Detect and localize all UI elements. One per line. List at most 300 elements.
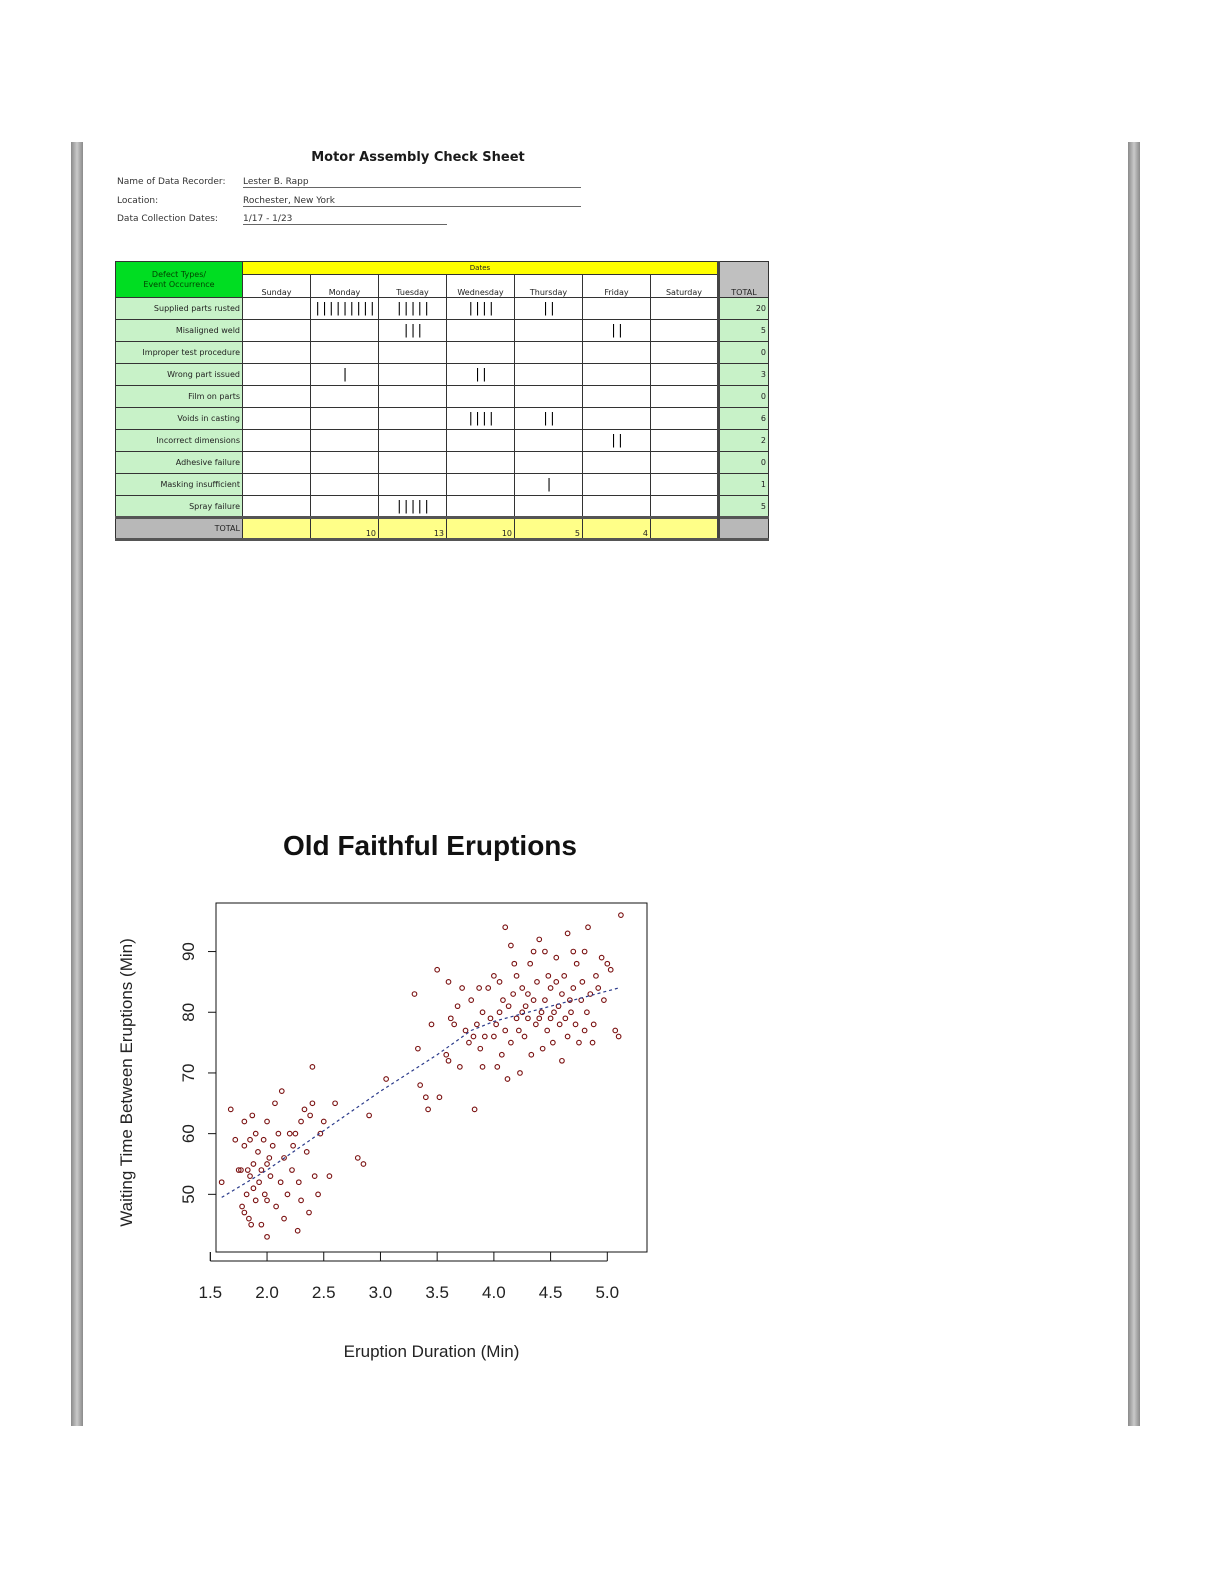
data-point: [248, 1174, 253, 1179]
tally-cell: [583, 408, 651, 430]
day-header: Thursday: [515, 275, 583, 298]
tally-cell: [243, 452, 311, 474]
tally-cell: [583, 298, 651, 320]
defect-name: Misaligned weld: [116, 320, 243, 342]
row-total: 0: [719, 342, 769, 364]
data-point: [287, 1131, 292, 1136]
data-point: [546, 974, 551, 979]
x-tick-label: 2.5: [311, 1283, 336, 1302]
data-point: [242, 1210, 247, 1215]
tally-cell: [515, 364, 583, 386]
tally-cell: [311, 474, 379, 496]
data-point: [455, 1004, 460, 1009]
tally-cell: [447, 452, 515, 474]
day-total: 10: [311, 518, 379, 540]
data-point: [244, 1192, 249, 1197]
data-point: [520, 986, 525, 991]
data-point: [574, 961, 579, 966]
tally-cell: [447, 474, 515, 496]
data-point: [249, 1222, 254, 1227]
tally-cell: [379, 430, 447, 452]
data-point: [590, 1040, 595, 1045]
tally-cell: [515, 452, 583, 474]
data-point: [535, 980, 540, 985]
tally-cell: |: [311, 364, 379, 386]
data-point: [492, 974, 497, 979]
data-point: [228, 1107, 233, 1112]
tally-cell: [447, 496, 515, 518]
data-point: [240, 1204, 245, 1209]
data-point: [599, 955, 604, 960]
day-total: [243, 518, 311, 540]
tally-cell: ||: [583, 320, 651, 342]
chart-title: Old Faithful Eruptions: [283, 830, 577, 861]
data-point: [505, 1077, 510, 1082]
data-point: [282, 1216, 287, 1221]
data-point: [250, 1113, 255, 1118]
tally-cell: [311, 386, 379, 408]
tally-cell: [379, 408, 447, 430]
data-point: [619, 913, 624, 918]
dates-header: Dates: [243, 262, 719, 275]
data-point: [265, 1162, 270, 1167]
day-total: 13: [379, 518, 447, 540]
data-point: [488, 1016, 493, 1021]
y-tick-label: 90: [179, 942, 198, 962]
data-point: [259, 1168, 264, 1173]
tally-cell: [651, 364, 719, 386]
data-point: [518, 1071, 523, 1076]
data-point: [503, 1028, 508, 1033]
data-point: [367, 1113, 372, 1118]
data-point: [257, 1180, 262, 1185]
defect-row: [116, 496, 769, 518]
data-point: [276, 1131, 281, 1136]
day-header: Friday: [583, 275, 651, 298]
x-tick-label: 2.0: [255, 1283, 279, 1302]
data-point: [463, 1028, 468, 1033]
tally-cell: [583, 342, 651, 364]
tally-cell: [243, 408, 311, 430]
data-point: [511, 992, 516, 997]
tally-cell: [651, 298, 719, 320]
data-point: [543, 998, 548, 1003]
data-point: [594, 974, 599, 979]
data-point: [608, 967, 613, 972]
data-point: [580, 980, 585, 985]
data-point: [299, 1119, 304, 1124]
plot-frame: [216, 903, 647, 1252]
data-point: [495, 1065, 500, 1070]
tally-cell: [311, 452, 379, 474]
recorder-label: Name of Data Recorder:: [117, 177, 226, 187]
recorder-value: Lester B. Rapp: [243, 177, 581, 188]
day-header: Wednesday: [447, 275, 515, 298]
x-tick-label: 4.0: [482, 1283, 506, 1302]
data-point: [310, 1101, 315, 1106]
data-point: [582, 949, 587, 954]
tally-cell: |||||||||: [311, 298, 379, 320]
data-point: [586, 925, 591, 930]
data-point: [506, 1004, 511, 1009]
y-axis-label: Waiting Time Between Eruptions (Min): [117, 938, 136, 1227]
tally-cell: [651, 430, 719, 452]
data-point: [492, 1034, 497, 1039]
tally-cell: [515, 496, 583, 518]
row-total: 5: [719, 320, 769, 342]
data-point: [265, 1235, 270, 1240]
tally-cell: [651, 474, 719, 496]
tally-cell: [243, 386, 311, 408]
row-total: 6: [719, 408, 769, 430]
defect-row: [116, 452, 769, 474]
data-point: [416, 1046, 421, 1051]
data-point: [291, 1143, 296, 1148]
row-total: 5: [719, 496, 769, 518]
data-point: [253, 1131, 258, 1136]
defect-name: Voids in casting: [116, 408, 243, 430]
tally-cell: ||: [583, 430, 651, 452]
data-point: [483, 1034, 488, 1039]
data-point: [582, 1028, 587, 1033]
data-point: [475, 1022, 480, 1027]
defect-row: [116, 320, 769, 342]
data-point: [568, 998, 573, 1003]
data-point: [560, 1059, 565, 1064]
data-point: [616, 1034, 621, 1039]
data-point: [259, 1222, 264, 1227]
tally-cell: [379, 386, 447, 408]
data-point: [551, 1040, 556, 1045]
day-total: [651, 518, 719, 540]
data-point: [251, 1186, 256, 1191]
tally-cell: [515, 386, 583, 408]
tally-cell: |||||: [379, 298, 447, 320]
defect-name: Spray failure: [116, 496, 243, 518]
dates-value: 1/17 - 1/23: [243, 214, 447, 225]
data-point: [552, 1010, 557, 1015]
x-axis-label: Eruption Duration (Min): [343, 1342, 520, 1361]
tally-cell: [583, 474, 651, 496]
data-point: [548, 986, 553, 991]
data-point: [486, 986, 491, 991]
data-point: [517, 1028, 522, 1033]
data-point: [494, 1022, 499, 1027]
data-point: [523, 1004, 528, 1009]
day-header: Monday: [311, 275, 379, 298]
data-point: [528, 961, 533, 966]
data-point: [571, 949, 576, 954]
defect-name: Improper test procedure: [116, 342, 243, 364]
data-point: [426, 1107, 431, 1112]
data-point: [242, 1119, 247, 1124]
x-tick-label: 1.5: [198, 1283, 223, 1302]
data-point: [545, 1028, 550, 1033]
data-point: [543, 949, 548, 954]
data-point: [251, 1162, 256, 1167]
data-point: [307, 1210, 312, 1215]
defect-type-header: [116, 262, 243, 298]
data-point: [429, 1022, 434, 1027]
data-point: [469, 998, 474, 1003]
day-header: Saturday: [651, 275, 719, 298]
data-point: [602, 998, 607, 1003]
data-point: [565, 1034, 570, 1039]
data-point: [253, 1198, 258, 1203]
data-point: [480, 1065, 485, 1070]
row-total: 3: [719, 364, 769, 386]
data-point: [302, 1107, 307, 1112]
tally-cell: [243, 430, 311, 452]
data-point: [265, 1119, 270, 1124]
data-point: [293, 1131, 298, 1136]
data-point: [585, 1010, 590, 1015]
tally-cell: [311, 408, 379, 430]
defect-row: [116, 430, 769, 452]
data-point: [500, 1052, 505, 1057]
data-point: [460, 986, 465, 991]
y-tick-label: 80: [179, 1002, 198, 1022]
data-point: [480, 1010, 485, 1015]
data-point: [245, 1168, 250, 1173]
x-tick-label: 5.0: [595, 1283, 620, 1302]
data-point: [296, 1180, 301, 1185]
day-total: 10: [447, 518, 515, 540]
tally-cell: [447, 342, 515, 364]
data-point: [247, 1216, 252, 1221]
tally-cell: |||||: [379, 496, 447, 518]
tally-cell: [379, 452, 447, 474]
data-point: [321, 1119, 326, 1124]
data-point: [310, 1065, 315, 1070]
row-total: 0: [719, 452, 769, 474]
data-point: [412, 992, 417, 997]
tally-cell: [447, 320, 515, 342]
data-point: [591, 1022, 596, 1027]
data-point: [268, 1174, 273, 1179]
data-point: [514, 974, 519, 979]
tally-cell: [243, 320, 311, 342]
row-total: 2: [719, 430, 769, 452]
tally-cell: ||||: [447, 408, 515, 430]
check-sheet-title: Motor Assembly Check Sheet: [311, 150, 525, 165]
page-border-right: [1128, 142, 1140, 1426]
dates-label: Data Collection Dates:: [117, 214, 218, 224]
location-value: Rochester, New York: [243, 196, 581, 207]
data-point: [531, 949, 536, 954]
data-point: [526, 1016, 531, 1021]
data-point: [312, 1174, 317, 1179]
data-point: [384, 1077, 389, 1082]
data-point: [563, 1016, 568, 1021]
data-point: [509, 943, 514, 948]
data-point: [262, 1192, 267, 1197]
totals-corner: [719, 518, 769, 540]
data-point: [299, 1198, 304, 1203]
data-point: [560, 992, 565, 997]
data-point: [472, 1107, 477, 1112]
data-point: [361, 1162, 366, 1167]
data-point: [471, 1034, 476, 1039]
data-point: [444, 1052, 449, 1057]
tally-cell: [447, 386, 515, 408]
tally-cell: |: [515, 474, 583, 496]
tally-cell: ||||: [447, 298, 515, 320]
data-point: [529, 1052, 534, 1057]
location-label: Location:: [117, 196, 159, 206]
row-total: 0: [719, 386, 769, 408]
tally-cell: [243, 342, 311, 364]
tally-cell: [243, 474, 311, 496]
data-point: [327, 1174, 332, 1179]
data-point: [308, 1113, 313, 1118]
trend-line: [222, 988, 619, 1197]
data-point: [605, 961, 610, 966]
data-point: [304, 1150, 309, 1155]
total-column-header: TOTAL: [719, 262, 769, 298]
data-point: [522, 1034, 527, 1039]
data-point: [285, 1192, 290, 1197]
tally-cell: [583, 452, 651, 474]
day-header: Sunday: [243, 275, 311, 298]
data-point: [267, 1156, 272, 1161]
tally-cell: [515, 430, 583, 452]
data-point: [596, 986, 601, 991]
day-total: 4: [583, 518, 651, 540]
data-point: [554, 955, 559, 960]
data-point: [497, 1010, 502, 1015]
day-header: Tuesday: [379, 275, 447, 298]
data-point: [448, 1016, 453, 1021]
data-point: [557, 1022, 562, 1027]
tally-cell: [311, 496, 379, 518]
defect-type-header-line1: Defect Types/: [151, 269, 207, 279]
y-tick-label: 60: [179, 1124, 199, 1144]
data-point: [219, 1180, 224, 1185]
data-point: [467, 1040, 472, 1045]
data-point: [573, 1022, 578, 1027]
data-point: [478, 1046, 483, 1051]
data-point: [577, 1040, 582, 1045]
tally-cell: [583, 364, 651, 386]
data-point: [537, 1016, 542, 1021]
data-point: [278, 1180, 283, 1185]
data-point: [242, 1143, 247, 1148]
data-point: [531, 998, 536, 1003]
data-point: [355, 1156, 360, 1161]
data-point: [526, 992, 531, 997]
defect-type-header-line2: Event Occurrence: [143, 279, 215, 289]
row-total: 20: [719, 298, 769, 320]
data-point: [512, 961, 517, 966]
data-point: [501, 998, 506, 1003]
tally-cell: [583, 386, 651, 408]
tally-cell: [651, 386, 719, 408]
data-point: [274, 1204, 279, 1209]
data-point: [290, 1168, 295, 1173]
defect-name: Adhesive failure: [116, 452, 243, 474]
data-point: [248, 1137, 253, 1142]
x-tick-label: 3.0: [368, 1283, 393, 1302]
tally-cell: [379, 364, 447, 386]
tally-cell: [379, 342, 447, 364]
data-point: [256, 1150, 261, 1155]
tally-cell: [651, 452, 719, 474]
data-point: [316, 1192, 321, 1197]
tally-cell: [651, 320, 719, 342]
tally-cell: [515, 320, 583, 342]
data-point: [537, 937, 542, 942]
data-point: [273, 1101, 278, 1106]
scatter-chart: [100, 880, 680, 1380]
data-point: [571, 986, 576, 991]
data-point: [539, 1010, 544, 1015]
data-point: [424, 1095, 429, 1100]
data-point: [497, 980, 502, 985]
x-tick-label: 3.5: [425, 1283, 449, 1302]
defect-row: [116, 364, 769, 386]
defect-name: Supplied parts rusted: [116, 298, 243, 320]
data-point: [333, 1101, 338, 1106]
data-point: [446, 1059, 451, 1064]
tally-cell: [311, 320, 379, 342]
defect-name: Wrong part issued: [116, 364, 243, 386]
y-tick-label: 70: [179, 1063, 198, 1083]
defect-name: Incorrect dimensions: [116, 430, 243, 452]
tally-cell: [447, 430, 515, 452]
data-point: [565, 931, 570, 936]
data-point: [295, 1228, 300, 1233]
tally-cell: [651, 496, 719, 518]
tally-cell: [651, 408, 719, 430]
tally-cell: |||: [379, 320, 447, 342]
data-point: [548, 1016, 553, 1021]
tally-cell: [243, 496, 311, 518]
tally-cell: [515, 342, 583, 364]
data-point: [279, 1089, 284, 1094]
totals-row: [116, 518, 769, 540]
defect-row: [116, 342, 769, 364]
data-point: [509, 1040, 514, 1045]
page-border-left: [71, 142, 83, 1426]
tally-cell: [243, 364, 311, 386]
data-point: [514, 1016, 519, 1021]
x-tick-label: 4.5: [538, 1283, 563, 1302]
data-point: [435, 967, 440, 972]
data-point: [554, 980, 559, 985]
data-point: [458, 1065, 463, 1070]
defect-name: Film on parts: [116, 386, 243, 408]
tally-cell: ||: [515, 298, 583, 320]
tally-cell: [311, 430, 379, 452]
tally-cell: [243, 298, 311, 320]
data-point: [503, 925, 508, 930]
data-point: [270, 1143, 275, 1148]
totals-label: TOTAL: [116, 518, 243, 540]
data-point: [265, 1198, 270, 1203]
data-point: [233, 1137, 238, 1142]
data-point: [477, 986, 482, 991]
data-point: [452, 1022, 457, 1027]
y-tick-label: 50: [179, 1184, 198, 1204]
defect-row: [116, 474, 769, 496]
tally-cell: ||: [515, 408, 583, 430]
tally-cell: ||: [447, 364, 515, 386]
defect-row: [116, 298, 769, 320]
row-total: 1: [719, 474, 769, 496]
data-point: [569, 1010, 574, 1015]
data-point: [418, 1083, 423, 1088]
